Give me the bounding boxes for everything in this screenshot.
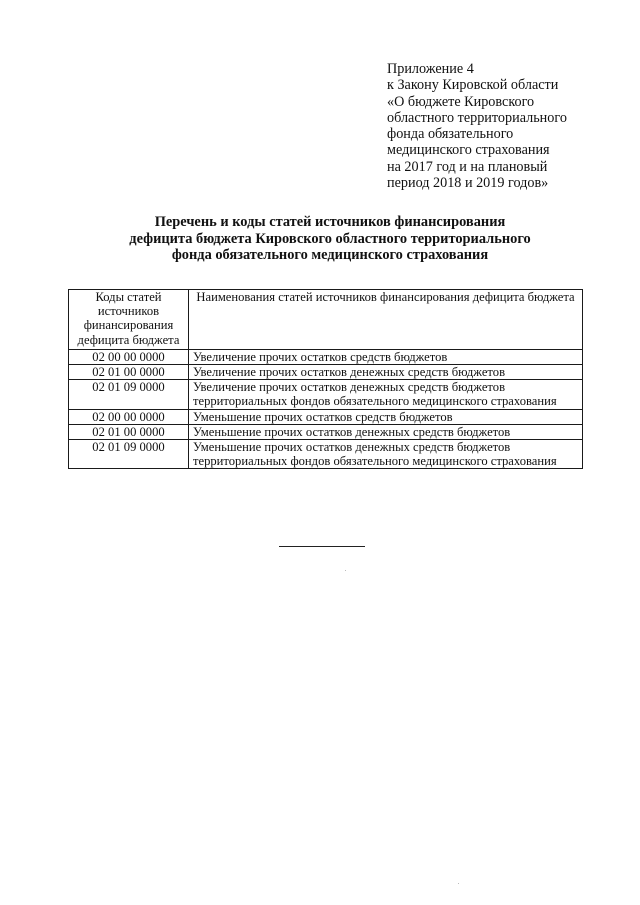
row-name: Уменьшение прочих остатков средств бюджетов bbox=[189, 409, 583, 424]
appendix-line: медицинского страхования bbox=[387, 142, 550, 159]
row-code: 02 01 00 0000 bbox=[69, 424, 189, 439]
title-line: дефицита бюджета Кировского областного территориального bbox=[129, 230, 531, 247]
scan-speck bbox=[458, 883, 459, 884]
row-code: 02 01 09 0000 bbox=[69, 440, 189, 469]
header-code: Коды статей источников финансирования дефицита бюджета bbox=[69, 290, 189, 350]
table-row bbox=[69, 349, 583, 364]
row-name: Увеличение прочих остатков денежных средств бюджетов bbox=[189, 365, 583, 380]
appendix-line: к Закону Кировской области bbox=[387, 77, 559, 94]
table-row bbox=[69, 365, 583, 380]
header-name: Наименования статей источников финансирования дефицита бюджета bbox=[189, 290, 583, 350]
document-title bbox=[60, 214, 600, 264]
table-row bbox=[69, 424, 583, 439]
row-code: 02 00 00 0000 bbox=[69, 409, 189, 424]
table-row bbox=[69, 440, 583, 469]
row-name: Увеличение прочих остатков средств бюджетов bbox=[189, 349, 583, 364]
row-code: 02 01 00 0000 bbox=[69, 365, 189, 380]
row-name: Уменьшение прочих остатков денежных средств бюджетов территориальных фондов обязательного медицинского страхования bbox=[189, 440, 583, 469]
title-line: Перечень и коды статей источников финансирования bbox=[154, 214, 506, 230]
table-header-row bbox=[69, 290, 583, 350]
row-code: 02 00 00 0000 bbox=[69, 349, 189, 364]
table-row bbox=[69, 409, 583, 424]
title-line: фонда обязательного медицинского страхования bbox=[171, 247, 489, 263]
appendix-line: на 2017 год и на плановый bbox=[387, 158, 548, 175]
appendix-block bbox=[387, 61, 627, 191]
table-row bbox=[69, 380, 583, 409]
row-name: Уменьшение прочих остатков денежных средств бюджетов bbox=[189, 424, 583, 439]
sources-table bbox=[68, 289, 583, 469]
end-rule bbox=[279, 546, 365, 547]
row-code: 02 01 09 0000 bbox=[69, 380, 189, 409]
appendix-line: период 2018 и 2019 годов» bbox=[387, 175, 549, 192]
appendix-line: «О бюджете Кировского bbox=[387, 93, 535, 110]
appendix-line: Приложение 4 bbox=[387, 61, 474, 77]
scan-speck bbox=[345, 570, 346, 571]
row-name: Увеличение прочих остатков денежных средств бюджетов территориальных фондов обязательного медицинского страхования bbox=[189, 380, 583, 409]
appendix-line: фонда обязательного bbox=[387, 126, 514, 143]
appendix-line: областного территориального bbox=[387, 109, 567, 126]
